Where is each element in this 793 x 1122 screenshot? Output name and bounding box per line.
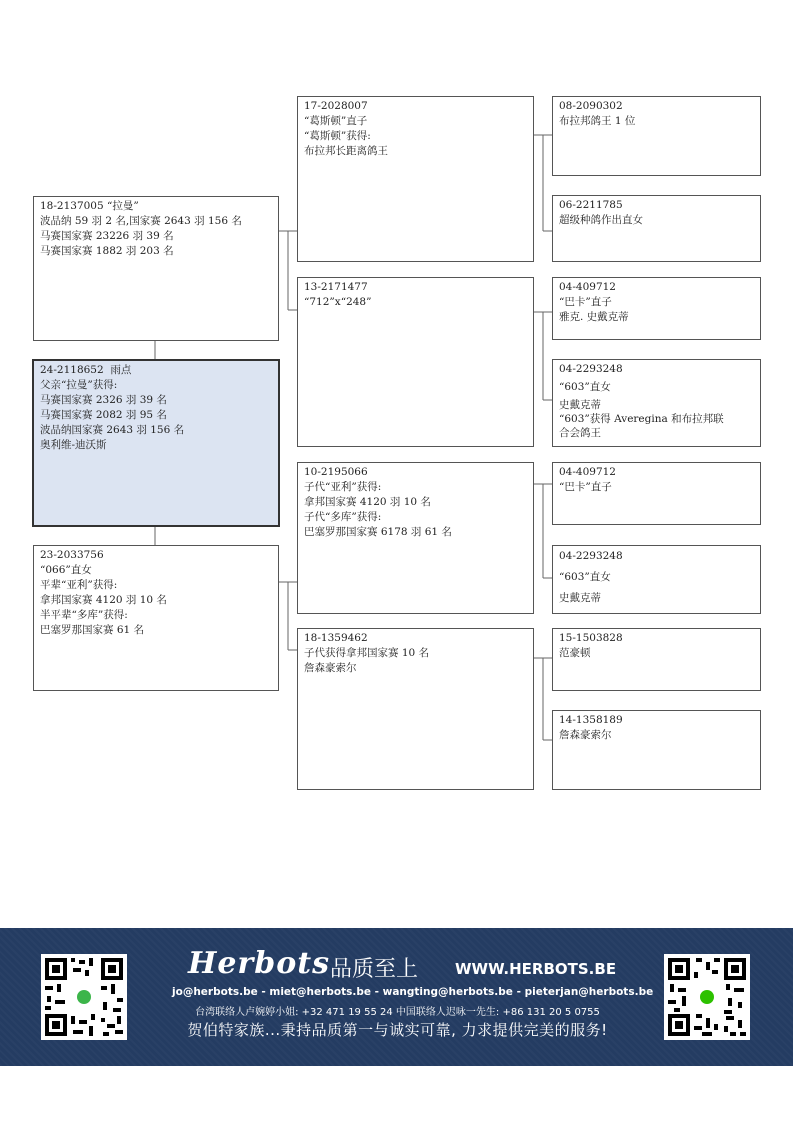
- footer-banner: [0, 928, 793, 1066]
- ss-line: 布拉邦长距离鸽王: [304, 145, 388, 157]
- subject-line: 波品纳国家赛 2643 羽 156 名: [40, 424, 185, 436]
- subject-box: [32, 359, 280, 527]
- ssd-line: 超级种鸽作出直女: [559, 214, 643, 226]
- dam-dam-box: [297, 628, 534, 790]
- sss-line: 08-2090302: [559, 100, 623, 112]
- qr-code-left[interactable]: [41, 954, 127, 1040]
- sss-box: [552, 96, 761, 176]
- wechat-icon: [700, 990, 714, 1004]
- qr-code-right[interactable]: [664, 954, 750, 1040]
- dam-line: 巴塞罗那国家赛 61 名: [40, 624, 145, 636]
- ssd-box: [552, 195, 761, 262]
- ss-line: 17-2028007: [304, 100, 368, 112]
- ss-line: “葛斯顿”获得:: [304, 130, 371, 142]
- sds-line: 雅克. 史戴克蒂: [559, 311, 629, 323]
- sire-line: 马赛国家赛 1882 羽 203 名: [40, 245, 174, 257]
- subject-line: 马赛国家赛 2082 羽 95 名: [40, 409, 167, 421]
- dam-sire-box: [297, 462, 534, 614]
- dss-box: [552, 462, 761, 525]
- line-icon: [77, 990, 91, 1004]
- dam-line: 平辈“亚利”获得:: [40, 579, 118, 591]
- brand-tagline: 品质至上: [330, 957, 419, 982]
- dd-line: 子代获得拿邦国家赛 10 名: [304, 647, 430, 659]
- dss-line: “巴卡”直子: [559, 481, 612, 493]
- brand-logo: Herbots: [188, 946, 330, 981]
- dss-line: 04-409712: [559, 466, 616, 478]
- sds-box: [552, 277, 761, 340]
- ddd-line: 14-1358189: [559, 714, 623, 726]
- ds-line: 巴塞罗那国家赛 6178 羽 61 名: [304, 526, 452, 538]
- dam-line: 半平辈“多库”获得:: [40, 609, 128, 621]
- ds-line: 子代“亚利”获得:: [304, 481, 382, 493]
- sdd-line: 合会鸽王: [559, 427, 601, 439]
- dam-line: 拿邦国家赛 4120 羽 10 名: [40, 594, 167, 606]
- footer-slogan: 贺伯特家族...秉持品质第一与诚实可靠, 力求提供完美的服务!: [187, 1021, 608, 1039]
- dd-line: 詹森豪索尔: [304, 662, 357, 674]
- subject-line: 奥利维-迪沃斯: [40, 439, 107, 451]
- ds-line: 拿邦国家赛 4120 羽 10 名: [304, 496, 431, 508]
- sd-line: “712”x“248”: [304, 296, 372, 308]
- ddd-line: 詹森豪索尔: [559, 729, 612, 741]
- ddd-box: [552, 710, 761, 790]
- ds-line: 10-2195066: [304, 466, 368, 478]
- sire-line: 马赛国家赛 23226 羽 39 名: [40, 230, 174, 242]
- sss-line: 布拉邦鸽王 1 位: [559, 115, 636, 127]
- website-link[interactable]: WWW.HERBOTS.BE: [455, 960, 617, 978]
- dsd-line: 04-2293248: [559, 550, 623, 562]
- dam-line: “066”直女: [40, 564, 92, 576]
- sire-box: [33, 196, 279, 341]
- dam-line: 23-2033756: [40, 549, 104, 561]
- dd-line: 18-1359462: [304, 632, 368, 644]
- sdd-line: 04-2293248: [559, 363, 623, 375]
- ssd-line: 06-2211785: [559, 199, 623, 211]
- sire-line: 18-2137005 “拉曼”: [40, 200, 139, 212]
- qr-pattern: [664, 954, 750, 1040]
- dsd-box: [552, 545, 761, 614]
- dds-line: 15-1503828: [559, 632, 623, 644]
- ds-line: 子代“多库”获得:: [304, 511, 382, 523]
- sdd-line: “603”直女: [559, 381, 611, 393]
- subject-line: 24-2118652 雨点: [40, 364, 132, 376]
- sire-line: 波品纳 59 羽 2 名,国家赛 2643 羽 156 名: [40, 215, 242, 227]
- dds-box: [552, 628, 761, 691]
- sd-line: 13-2171477: [304, 281, 368, 293]
- subject-line: 父亲“拉曼”获得:: [40, 379, 118, 391]
- dds-line: 范豪顿: [559, 647, 591, 659]
- dam-box: [33, 545, 279, 691]
- sire-dam-box: [297, 277, 534, 447]
- contact-phones: 台湾联络人卢婉婷小姐: +32 471 19 55 24 中国联络人迟咏一先生: +86 131 20 5 0755: [195, 1007, 600, 1018]
- sds-line: “巴卡”直子: [559, 296, 612, 308]
- dsd-line: 史戴克蒂: [559, 592, 601, 604]
- sdd-line: 史戴克蒂: [559, 399, 601, 411]
- contact-emails[interactable]: jo@herbots.be - miet@herbots.be - wangting@herbots.be - pieterjan@herbots.be: [172, 986, 654, 998]
- ss-line: “葛斯顿”直子: [304, 115, 368, 127]
- subject-line: 马赛国家赛 2326 羽 39 名: [40, 394, 167, 406]
- sdd-box: [552, 359, 761, 447]
- sire-sire-box: [297, 96, 534, 262]
- dsd-line: “603”直女: [559, 571, 611, 583]
- sdd-line: “603”获得 Averegina 和布拉邦联: [559, 413, 724, 425]
- qr-pattern: [41, 954, 127, 1040]
- sds-line: 04-409712: [559, 281, 616, 293]
